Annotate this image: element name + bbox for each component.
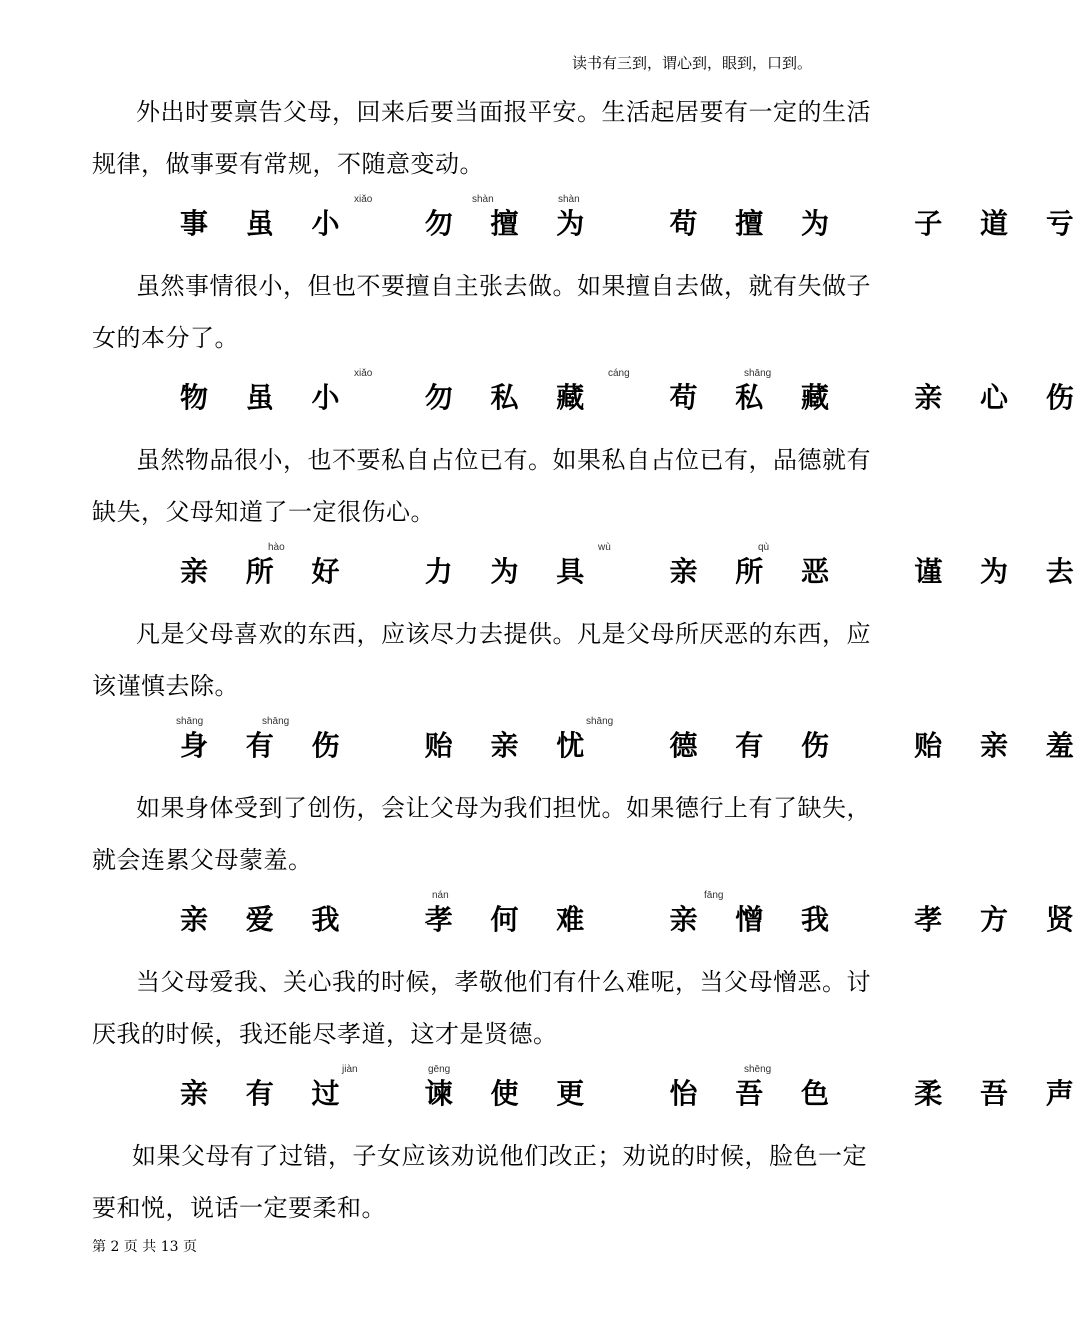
paragraph-3: 虽然物品很小，也不要私自占位已有。如果私自占位已有，品德就有缺失，父母知道了一定很伤心。 [92,446,871,526]
verse-5 [92,886,1088,956]
pinyin-annotation: shēng [744,1064,772,1075]
pinyin-annotation: shāng [744,368,772,379]
paragraph-1: 外出时要禀告父母，回来后要当面报平安。生活起居要有一定的生活规律，做事要有常规，不随意变动。 [92,98,871,178]
pinyin-annotation: cáng [608,368,630,379]
pinyin-annotation: hào [268,542,285,553]
verse-text: 身 有 伤 贻 亲 忧 德 有 伤 贻 亲 羞 [180,729,1088,762]
pinyin-annotation: qù [758,542,770,553]
document-body [92,86,1088,1234]
pinyin-annotation: shāng [586,716,614,727]
verse-3 [92,538,1088,608]
pinyin-annotation: shàn [472,194,494,205]
verse-text: 亲 爱 我 孝 何 难 亲 憎 我 孝 方 贤 [180,903,1088,936]
paragraph-2: 虽然事情很小，但也不要擅自主张去做。如果擅自去做，就有失做子女的本分了。 [92,272,871,352]
verse-2 [92,364,1088,434]
pinyin-annotation: shāng [176,716,204,727]
verse-text: 物 虽 小 勿 私 藏 苟 私 藏 亲 心 伤 [180,381,1088,414]
pinyin-annotation: nán [432,890,449,901]
header-note: 读书有三到，谓心到，眼到，口到。 [571,54,812,72]
verse-text: 事 虽 小 勿 擅 为 苟 擅 为 子 道 亏 [180,207,1088,240]
pinyin-annotation: gēng [428,1064,451,1075]
pinyin-annotation: shàn [558,194,580,205]
verse-4 [92,712,1088,782]
pinyin-annotation: wù [598,542,611,553]
pinyin-annotation: shāng [262,716,290,727]
pinyin-annotation: xiǎo [354,194,373,205]
pinyin-annotation: fāng [704,890,724,901]
verse-text: 亲 所 好 力 为 具 亲 所 恶 谨 为 去 [180,555,1088,588]
paragraph-6: 当父母爱我、关心我的时候，孝敬他们有什么难呢，当父母憎恶。讨厌我的时候，我还能尽孝道，这才是贤德。 [92,968,871,1048]
pinyin-annotation: jiàn [342,1064,358,1075]
paragraph-4: 凡是父母喜欢的东西，应该尽力去提供。凡是父母所厌恶的东西，应该谨慎去除。 [92,620,871,700]
paragraph-7: 如果父母有了过错，子女应该劝说他们改正；劝说的时候，脸色一定要和悦，说话一定要柔和。 [92,1142,867,1222]
verse-1 [92,190,1088,260]
verse-6 [92,1060,1088,1130]
paragraph-5: 如果身体受到了创伤，会让父母为我们担忧。如果德行上有了缺失，就会连累父母蒙羞。 [92,794,871,874]
page-number: 第 2 页 共 13 页 [92,1239,197,1255]
pinyin-annotation: xiǎo [354,368,373,379]
verse-text: 亲 有 过 谏 使 更 怡 吾 色 柔 吾 声 [180,1077,1088,1110]
